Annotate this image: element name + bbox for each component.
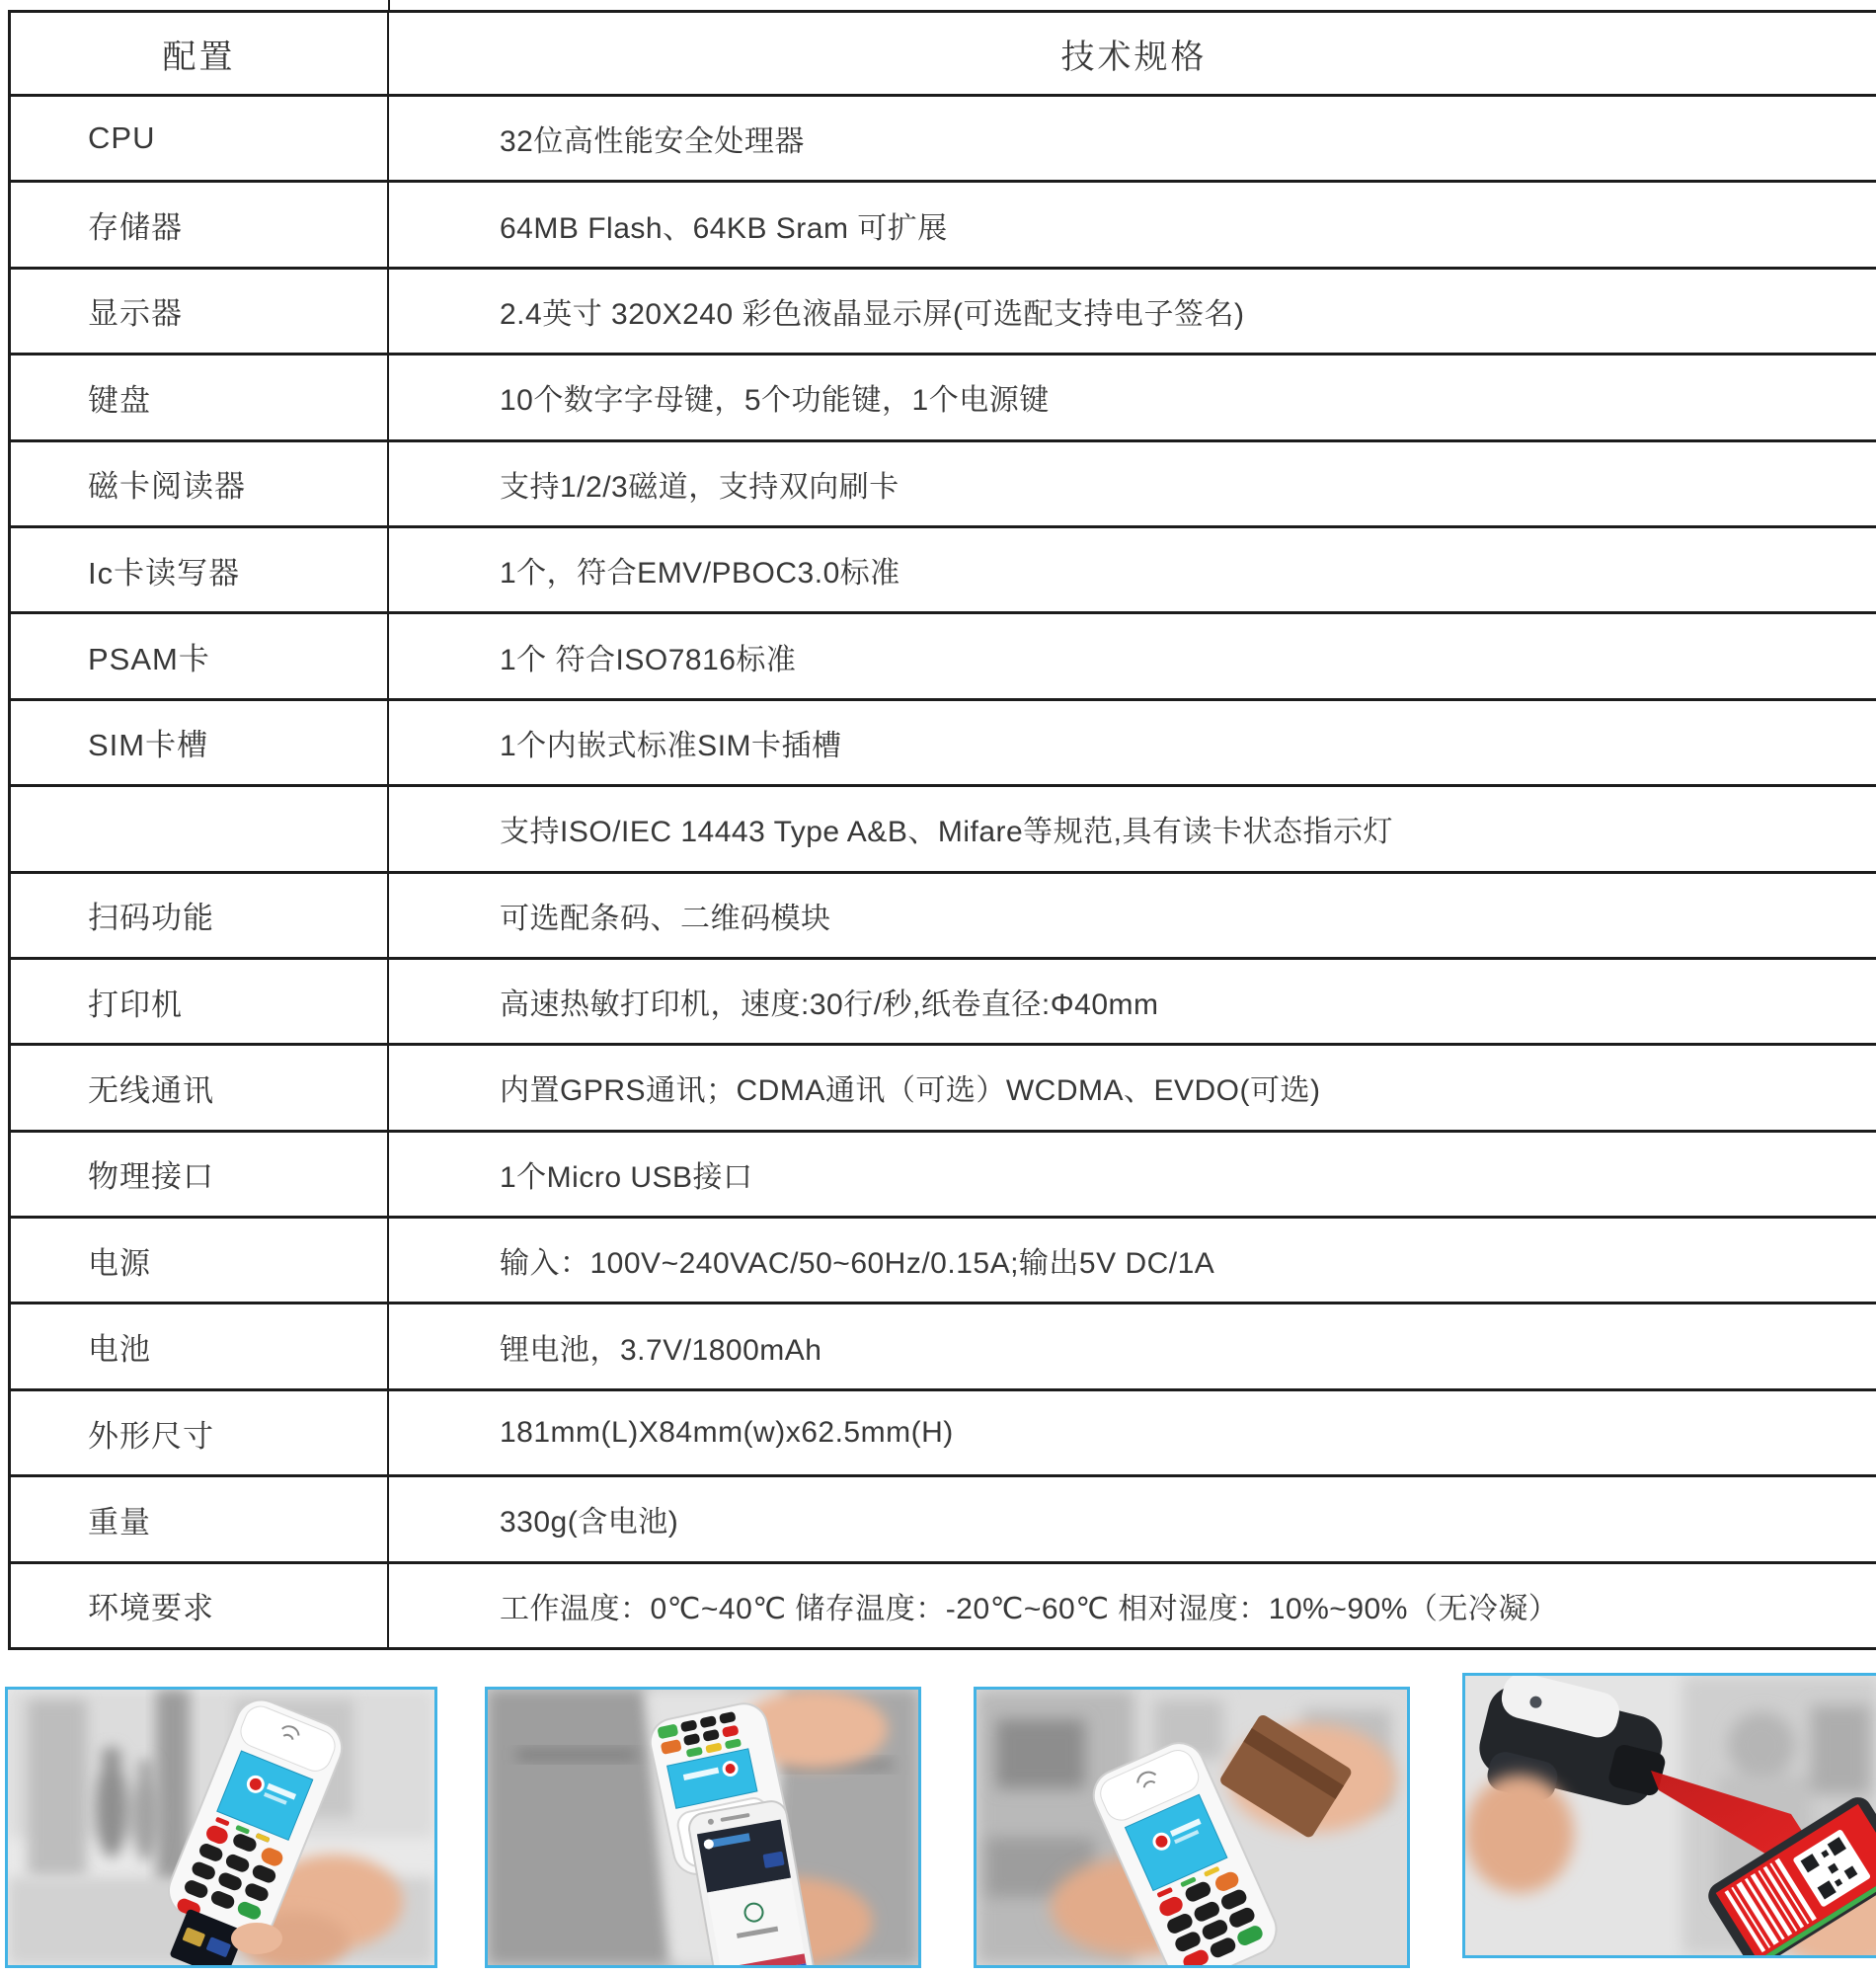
table-row [11,614,1876,700]
spec-value-cell: 1个Micro USB接口 [500,1160,753,1194]
spec-value-cell: 锂电池，3.7V/1800mAh [500,1333,822,1367]
spec-value-cell: 10个数字字母键，5个功能键，1个电源键 [500,384,1050,418]
pos-card-insert-illustration [8,1690,434,1965]
config-label-cell: PSAM卡 [11,614,389,697]
table-row [11,270,1876,356]
table-row [11,1219,1876,1304]
config-header-cell: 配置 [11,13,389,94]
config-label-cell: 外形尺寸 [11,1391,389,1474]
table-row [11,97,1876,183]
config-label-cell: 物理接口 [11,1133,389,1216]
spec-value-cell: 工作温度：0℃~40℃ 储存温度：-20℃~60℃ 相对湿度：10%~90%（无冷凝） [500,1592,1559,1625]
table-row [11,356,1876,441]
table-row [11,701,1876,787]
pos-card-swipe-photo [974,1687,1410,1968]
config-label-cell: 键盘 [11,356,389,438]
table-row [11,442,1876,528]
table-row [11,1477,1876,1563]
config-label-cell: 扫码功能 [11,874,389,957]
table-row [11,874,1876,960]
spec-value-cell: 1个内嵌式标准SIM卡插槽 [500,729,842,762]
pos-card-insert-photo [5,1687,437,1968]
pos-phone-tap-illustration [488,1690,918,1965]
config-label-cell: 环境要求 [11,1564,389,1647]
table-row [11,1564,1876,1650]
config-label-cell: 显示器 [11,270,389,353]
pos-barcode-scan-photo [1462,1673,1876,1958]
spec-value-cell: 1个，符合EMV/PBOC3.0标准 [500,557,900,591]
spec-value-cell: 支持1/2/3磁道，支持双向刷卡 [500,470,899,504]
pos-phone-tap-photo [485,1687,921,1968]
config-label-cell [11,787,389,870]
table-row [11,1391,1876,1477]
spec-table [8,10,1876,1650]
spec-value-cell: 可选配条码、二维码模块 [500,902,831,935]
spec-value-cell: 1个 符合ISO7816标准 [500,643,797,676]
spec-value-cell: 330g(含电池) [500,1506,679,1540]
table-row [11,528,1876,614]
table-row [11,1304,1876,1390]
table-row [11,787,1876,873]
spec-value-cell: 支持ISO/IEC 14443 Type A&B、Mifare等规范,具有读卡状态指示灯 [500,816,1394,849]
table-row [11,1046,1876,1132]
spec-table-body [11,97,1876,1650]
spec-header-cell: 技术规格 [1060,38,1208,76]
pos-barcode-scan-illustration [1465,1676,1876,1955]
config-label-cell: 无线通讯 [11,1046,389,1129]
config-label-cell: SIM卡槽 [11,701,389,784]
config-label-cell: 打印机 [11,960,389,1043]
spec-value-cell: 2.4英寸 320X240 彩色液晶显示屏(可选配支持电子签名) [500,297,1245,331]
table-row [11,960,1876,1046]
config-label-cell: 磁卡阅读器 [11,442,389,525]
config-label-cell: CPU [11,97,389,180]
spec-value-cell: 32位高性能安全处理器 [500,125,805,159]
spec-value-cell: 64MB Flash、64KB Sram 可扩展 [500,211,948,245]
spec-value-cell: 内置GPRS通讯；CDMA通讯（可选）WCDMA、EVDO(可选) [500,1074,1321,1108]
pos-card-swipe-illustration [977,1690,1407,1965]
spec-value-cell: 输入：100V~240VAC/50~60Hz/0.15A;输出5V DC/1A [500,1247,1215,1281]
config-label-cell: 重量 [11,1477,389,1560]
table-header-row [11,13,1876,97]
config-label-cell: Ic卡读写器 [11,528,389,611]
table-row [11,1133,1876,1219]
config-label-cell: 存储器 [11,183,389,266]
table-row [11,183,1876,269]
config-label-cell: 电源 [11,1219,389,1302]
spec-value-cell: 181mm(L)X84mm(w)x62.5mm(H) [500,1416,954,1450]
spec-value-cell: 高速热敏打印机，速度:30行/秒,纸卷直径:Φ40mm [500,988,1159,1022]
config-label-cell: 电池 [11,1304,389,1387]
